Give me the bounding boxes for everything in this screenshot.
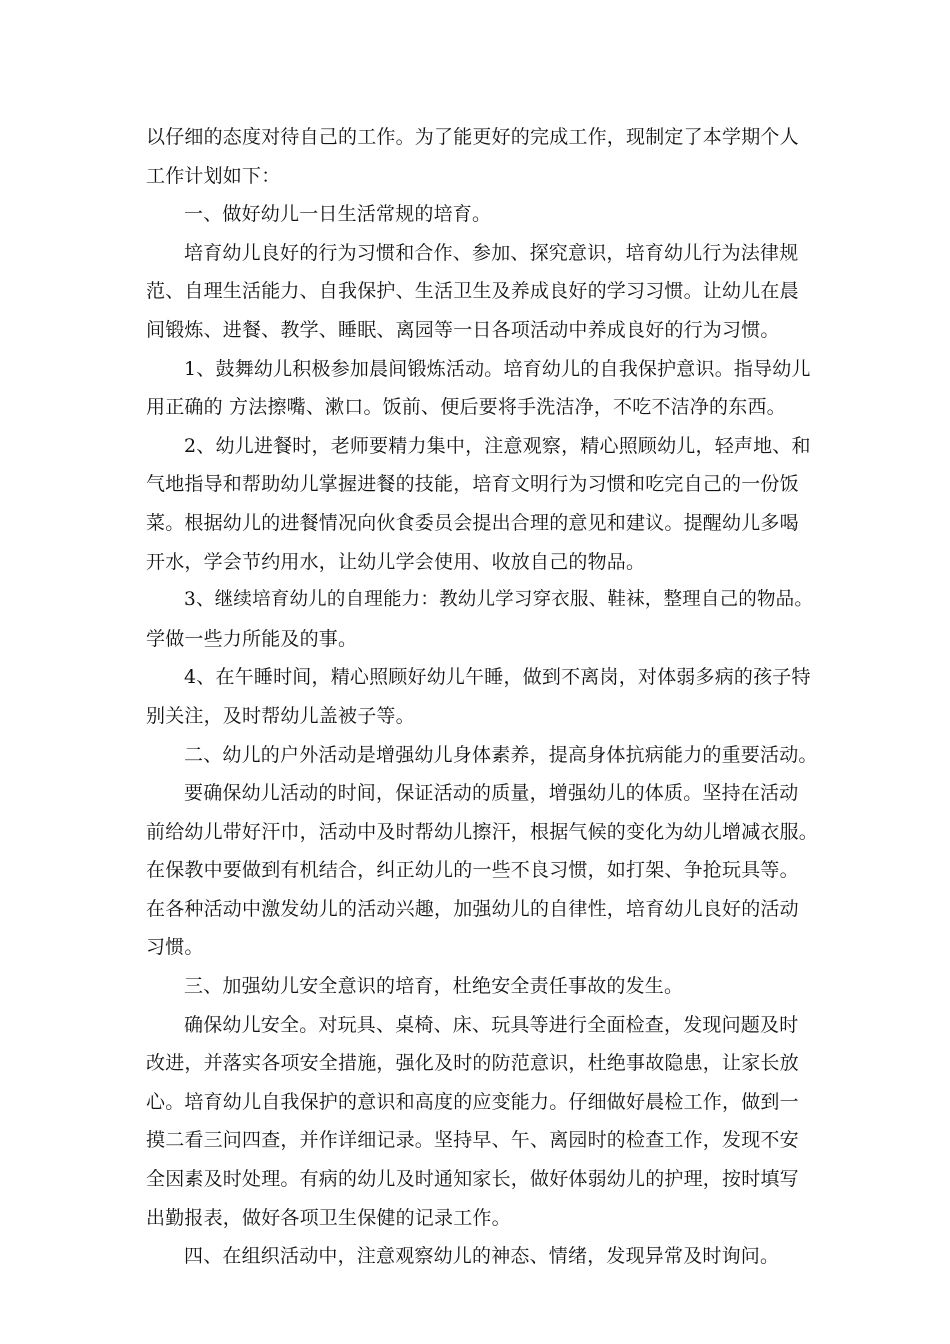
text-line: 开水，学会节约用水，让幼儿学会使用、收放自己的物品。 <box>146 550 646 573</box>
text-line: 用正确的 方法擦嘴、漱口。饭前、便后要将手洗洁净，不吃不洁净的东西。 <box>146 396 786 419</box>
text-line: 别关注，及时帮幼儿盖被子等。 <box>146 704 415 727</box>
text-line: 心。培育幼儿自我保护的意识和高度的应变能力。仔细做好晨检工作，做到一 <box>146 1090 799 1113</box>
text-line: 气地指导和帮助幼儿掌握进餐的技能，培育文明行为习惯和吃完自己的一份饭 <box>146 473 799 496</box>
text-line: 学做一些力所能及的事。 <box>146 627 358 650</box>
document-body <box>146 118 826 1276</box>
text-line: 出勤报表，做好各项卫生保健的记录工作。 <box>146 1206 511 1229</box>
text-line: 在各种活动中激发幼儿的活动兴趣，加强幼儿的自律性，培育幼儿良好的活动 <box>146 897 799 920</box>
text-line: 菜。根据幼儿的进餐情况向伙食委员会提出合理的意见和建议。提醒幼儿多喝 <box>146 511 799 534</box>
section-heading: 一、做好幼儿一日生活常规的培育。 <box>184 203 492 226</box>
text-line: 范、自理生活能力、自我保护、生活卫生及养成良好的学习习惯。让幼儿在晨 <box>146 280 799 303</box>
text-line: 3、继续培育幼儿的自理能力：教幼儿学习穿衣服、鞋袜，整理自己的物品。 <box>184 589 814 611</box>
text-line: 2、幼儿进餐时，老师要精力集中，注意观察，精心照顾幼儿，轻声地、和 <box>184 434 811 457</box>
text-line: 改进，并落实各项安全措施，强化及时的防范意识，杜绝事故隐患，让家长放 <box>146 1052 799 1075</box>
section-heading: 四、在组织活动中，注意观察幼儿的神态、情绪，发现异常及时询问。 <box>184 1245 780 1268</box>
text-line: 要确保幼儿活动的时间，保证活动的质量，增强幼儿的体质。坚持在活动 <box>184 782 799 805</box>
text-line: 习惯。 <box>146 936 204 959</box>
text-line: 摸二看三问四查，并作详细记录。坚持早、午、离园时的检查工作，发现不安 <box>146 1129 799 1152</box>
section-heading: 三、加强幼儿安全意识的培育，杜绝安全责任事故的发生。 <box>184 975 684 998</box>
text-line: 确保幼儿安全。对玩具、桌椅、床、玩具等进行全面检查，发现问题及时 <box>184 1013 799 1036</box>
text-line: 间锻炼、进餐、教学、睡眠、离园等一日各项活动中养成良好的行为习惯。 <box>146 318 780 341</box>
text-line: 前给幼儿带好汗巾，活动中及时帮幼儿擦汗，根据气候的变化为幼儿增减衣服。 <box>146 820 819 843</box>
section-heading: 二、幼儿的户外活动是增强幼儿身体素养，提高身体抗病能力的重要活动。 <box>184 743 818 766</box>
text-line: 全因素及时处理。有病的幼儿及时通知家长，做好体弱幼儿的护理，按时填写 <box>146 1168 799 1191</box>
text-line: 工作计划如下： <box>146 164 281 187</box>
text-line: 1、鼓舞幼儿积极参加晨间锻炼活动。培育幼儿的自我保护意识。指导幼儿 <box>184 357 811 380</box>
text-line: 以仔细的态度对待自己的工作。为了能更好的完成工作，现制定了本学期个人 <box>146 126 799 148</box>
text-line: 在保教中要做到有机结合，纠正幼儿的一些不良习惯，如打架、争抢玩具等。 <box>146 859 799 882</box>
text-line: 4、在午睡时间，精心照顾好幼儿午睡，做到不离岗，对体弱多病的孩子特 <box>184 666 811 689</box>
text-line: 培育幼儿良好的行为习惯和合作、参加、探究意识，培育幼儿行为法律规 <box>184 241 799 264</box>
